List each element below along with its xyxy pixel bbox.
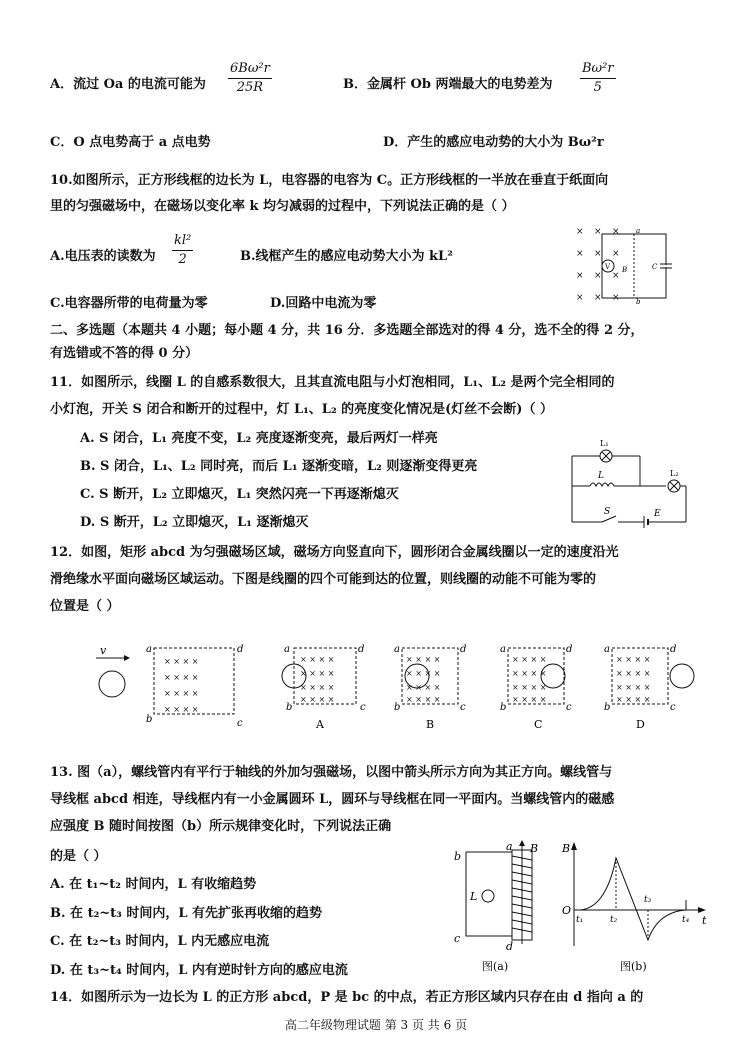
q12-position-b [394,644,466,731]
svg-text:d: d [358,644,365,655]
section2-heading-line1: 二、多选题（本题共 4 小题；每小题 4 分，共 16 分．多选题全部选对的得 4 分，选不全的得 2 分， [50,323,644,338]
q11-label-l1: L₁ [600,439,609,448]
q11-label-l: L [598,471,604,481]
q13a-label-c: c [454,932,461,945]
svg-text:×: × [576,227,584,237]
svg-text:d: d [670,644,677,655]
svg-text:× × × ×: × × × × [406,655,441,664]
q9-option-a-denominator: 25R [236,80,264,95]
svg-text:× × × ×: × × × × [164,657,199,666]
svg-text:× × × ×: × × × × [300,695,335,704]
q13b-label-t3: t₃ [644,895,652,905]
q10-stem-line1: 10.如图所示，正方形线框的边长为 L，电容器的电容为 C。正方形线框的一半放在垂直于纸面向 [50,173,609,188]
q13-stem-line2: 导线框 abcd 相连，导线框内有一小金属圆环 L，圆环与导线框在同一平面内。当螺线管内的磁感 [50,792,615,807]
q10-option-a: A.电压表的读数为 [50,249,156,264]
metal-ring-l-icon [482,890,494,902]
q10-option-a-fraction [172,232,193,269]
q12-caption-d: D [636,718,645,731]
svg-text:×: × [594,293,602,303]
q12-stem-line2: 滑绝缘水平面向磁场区域运动。下图是线圈的四个可能到达的位置，则线圈的动能不可能为零的 [50,572,597,587]
q13a-label-a: a [506,840,513,853]
svg-text:×: × [612,293,620,303]
q10-voltmeter-label: V [605,263,611,271]
q11-circuit-figure [566,430,692,530]
q11-option-a: A. S 闭合，L₁ 亮度不变，L₂ 亮度逐渐变亮，最后两灯一样亮 [80,431,438,446]
q13b-label-o: O [562,904,572,917]
svg-text:d: d [566,644,573,655]
q10-label-b: b [636,298,641,306]
q10-option-a-numerator: kl² [172,232,193,251]
q12-coil-ring [99,671,125,697]
q11-option-b: B. S 闭合，L₁、L₂ 同时亮，而后 L₁ 逐渐变暗，L₂ 则逐渐变得更亮 [80,459,478,474]
q13a-label-b: b [454,850,462,863]
svg-text:×: × [612,227,620,237]
q10-option-d: D.回路中电流为零 [270,296,377,311]
svg-text:b: b [500,702,507,713]
q12-ref-label-d: d [237,644,244,655]
q9-option-a: A．流过 Oa 的电流可能为 [50,77,206,92]
q11-option-c: C. S 断开，L₂ 立即熄灭，L₁ 突然闪亮一下再逐渐熄灭 [80,487,399,502]
svg-text:×: × [576,293,584,303]
svg-text:× × × ×: × × × × [164,705,199,714]
q12-positions-figure [90,638,710,734]
svg-text:× × × ×: × × × × [512,695,547,704]
q13b-label-t2: t₂ [610,915,618,925]
q12-ref-label-b: b [146,714,153,725]
q12-velocity-label: v [100,644,107,657]
svg-text:× × × ×: × × × × [300,655,335,664]
q12-position-c [500,644,572,731]
svg-text:× × × ×: × × × × [406,683,441,692]
q9-option-b: B．金属杆 Ob 两端最大的电势差为 [343,77,553,92]
q12-stem-line3: 位置是（ ） [50,599,120,614]
q10-label-capacitor: C [652,263,658,271]
q13b-label-t4: t₄ [682,915,690,925]
svg-text:× × × ×: × × × × [164,689,199,698]
svg-text:×: × [576,271,584,281]
q13b-b-curve [580,858,686,940]
svg-text:× × × ×: × × × × [616,655,651,664]
q12-caption-b: B [426,718,435,731]
q9-option-a-fraction [228,60,272,97]
q13-stem-line4: 的是（ ） [50,849,107,864]
q10-circuit-figure [572,222,684,306]
q13b-label-b-axis: B [562,842,571,855]
svg-text:×: × [612,271,620,281]
svg-text:d: d [460,644,467,655]
svg-text:c: c [566,702,572,713]
svg-text:a: a [604,644,610,655]
q11-label-e: E [654,509,661,519]
inductor-coil-icon [590,483,614,486]
q10-option-a-denominator: 2 [178,252,187,267]
q12-position-a [282,644,366,731]
q9-option-b-denominator: 5 [593,80,602,95]
q12-stem-line1: 12．如图，矩形 abcd 为匀强磁场区域，磁场方向竖直向下，圆形闭合金属线圈以一定的速度沿光 [50,545,619,560]
svg-text:a: a [394,644,400,655]
q11-label-s: S [604,507,611,517]
q11-stem-line1: 11．如图所示，线圈 L 的自感系数很大，且其直流电阻与小灯泡相同，L₁、L₂ 是两个完全相同的 [50,375,615,390]
svg-text:×: × [594,271,602,281]
svg-text:×: × [594,227,602,237]
svg-text:× × × ×: × × × × [406,695,441,704]
svg-text:c: c [460,702,466,713]
q12-position-d [604,644,694,731]
svg-text:× × × ×: × × × × [512,683,547,692]
q13-option-d: D. 在 t₃~t₄ 时间内，L 内有逆时针方向的感应电流 [50,963,348,978]
q10-option-b: B.线框产生的感应电动势大小为 kL² [240,249,453,264]
section2-heading-line2: 有选错或不答的得 0 分） [50,346,199,361]
q11-option-d: D. S 断开，L₂ 立即熄灭，L₁ 逐渐熄灭 [80,515,309,530]
q9-option-a-numerator: 6Bω²r [228,60,272,79]
solenoid-icon [512,840,532,944]
svg-text:× × × ×: × × × × [164,673,199,682]
svg-text:c: c [670,702,676,713]
svg-text:× × × ×: × × × × [406,669,441,678]
q9-option-d: D．产生的感应电动势的大小为 Bω²r [383,135,604,150]
q14-stem-line1: 14．如图所示为一边长为 L 的正方形 abcd，P 是 bc 的中点，若正方形区域内只存在由 d 指向 a 的 [50,990,644,1005]
svg-text:c: c [360,702,366,713]
q13a-label-field: B [530,842,539,855]
q13-figure-b [560,840,710,975]
q12-ref-label-a: a [146,644,152,655]
q10-stem-line2: 里的匀强磁场中，在磁场以变化率 k 均匀减弱的过程中，下列说法正确的是（ ） [50,199,515,214]
svg-text:b: b [286,702,293,713]
q13b-label-t1: t₁ [576,915,584,925]
svg-text:× × × ×: × × × × [616,683,651,692]
svg-text:× × × ×: × × × × [300,683,335,692]
q12-caption-a: A [316,718,324,731]
q10-label-field: B [622,266,628,274]
q13-figure-b-caption: 图(b) [620,960,647,973]
svg-text:×: × [576,249,584,259]
q13-option-a: A. 在 t₁~t₂ 时间内，L 有收缩趋势 [50,877,257,892]
q13-figure-a [448,840,571,975]
svg-text:×: × [612,249,620,259]
svg-text:b: b [394,702,401,713]
q12-field-region-ref [154,648,234,714]
svg-text:a: a [284,644,290,655]
svg-text:× × × ×: × × × × [512,655,547,664]
svg-text:×: × [594,249,602,259]
q13a-label-d: d [506,940,514,953]
page-footer: 高二年级物理试题 第 3 页 共 6 页 [284,1018,468,1032]
q13-stem-line3: 应强度 B 随时间按图（b）所示规律变化时，下列说法正确 [50,819,392,834]
q11-label-l2: L₂ [670,469,679,478]
svg-text:× × × ×: × × × × [616,669,651,678]
q12-ref-label-c: c [237,718,243,729]
svg-text:b: b [604,702,611,713]
svg-text:× × × ×: × × × × [616,695,651,704]
svg-text:× × × ×: × × × × [300,669,335,678]
q11-stem-line2: 小灯泡，开关 S 闭合和断开的过程中，灯 L₁、L₂ 的亮度变化情况是(灯丝不会断)（ ） [50,402,553,417]
q13b-label-t: t [702,914,707,927]
q13a-label-l: L [470,890,478,903]
q13-stem-line1: 13. 图（a），螺线管内有平行于轴线的外加匀强磁场，以图中箭头所示方向为其正方向。螺线管与 [50,765,613,780]
svg-text:× × × ×: × × × × [512,669,547,678]
q13-figure-a-caption: 图(a) [482,960,509,973]
q13-option-c: C. 在 t₂~t₃ 时间内，L 内无感应电流 [50,934,270,949]
q12-caption-c: C [534,718,543,731]
q9-option-b-numerator: Bω²r [580,60,616,79]
q9-option-c: C．O 点电势高于 a 点电势 [50,135,211,150]
q10-option-c: C.电容器所带的电荷量为零 [50,296,208,311]
q9-option-b-fraction [580,60,616,97]
q10-label-a: a [636,227,641,235]
q13-option-b: B. 在 t₂~t₃ 时间内，L 有先扩张再收缩的趋势 [50,906,323,921]
svg-text:a: a [500,644,506,655]
